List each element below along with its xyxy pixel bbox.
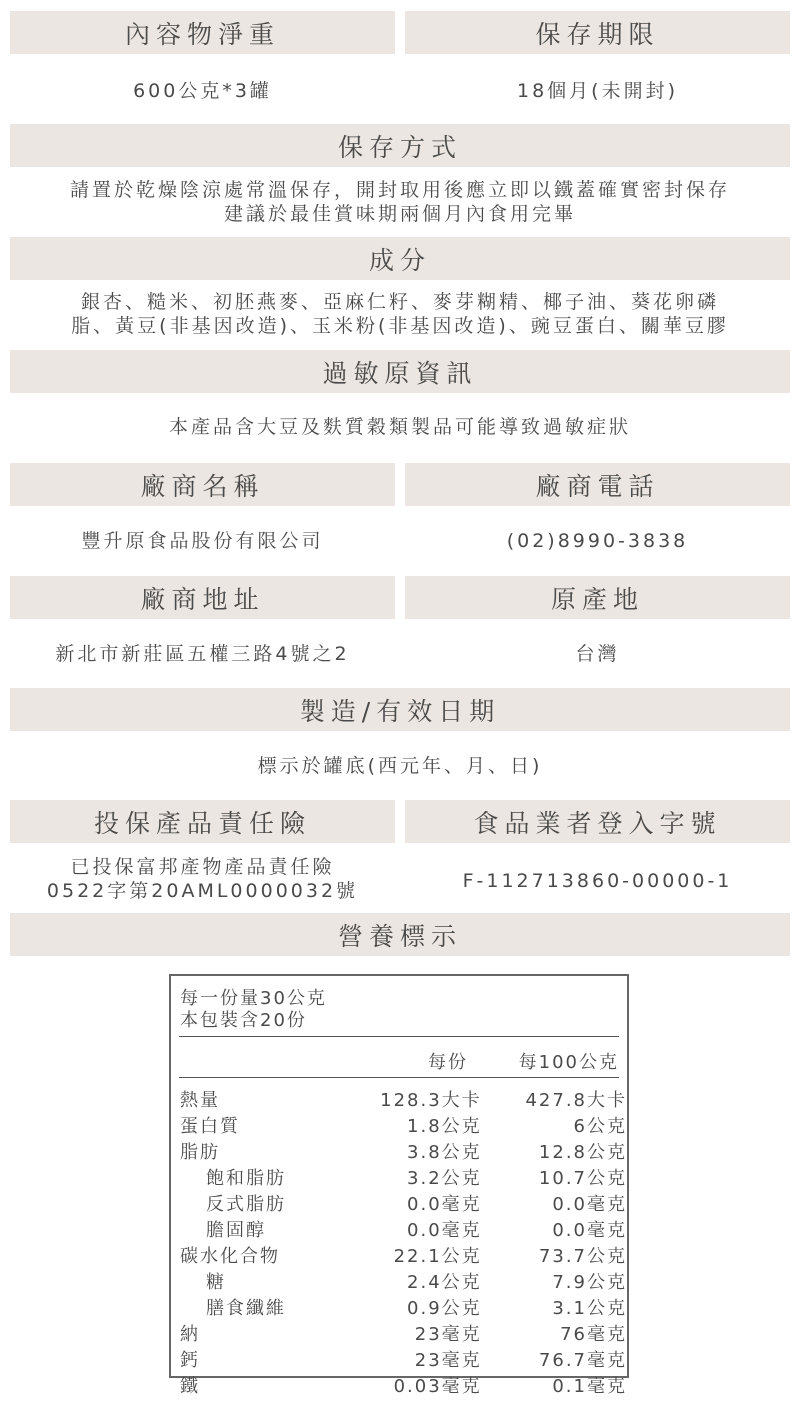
nutrient-per-serving: 23毫克 xyxy=(414,1350,482,1371)
registration-header: 食品業者登入字號 xyxy=(405,800,790,843)
nutrient-name: 鐵 xyxy=(180,1376,200,1397)
vendor-address-value: 新北市新莊區五權三路4號之2 xyxy=(55,643,350,665)
nutrient-per-100g: 427.8大卡 xyxy=(525,1090,627,1111)
divider xyxy=(179,1036,619,1037)
vendor-name-value: 豐升原食品股份有限公司 xyxy=(81,530,324,552)
nutrient-row xyxy=(180,1190,627,1216)
nutrient-row xyxy=(180,1320,627,1346)
nutrient-row xyxy=(180,1268,627,1294)
nutrient-per-100g: 0.1毫克 xyxy=(552,1376,627,1397)
dates-header: 製造/有效日期 xyxy=(10,688,790,731)
nutrient-name: 飽和脂肪 xyxy=(206,1168,286,1189)
nutrient-per-serving: 0.0毫克 xyxy=(407,1220,482,1241)
net-weight-header: 內容物淨重 xyxy=(10,11,395,54)
nutrient-row xyxy=(180,1294,627,1320)
nutrient-per-100g: 12.8公克 xyxy=(538,1142,627,1163)
nutrient-per-100g: 3.1公克 xyxy=(552,1298,627,1319)
dates-value: 標示於罐底(西元年、月、日) xyxy=(257,755,543,777)
ingredients-line-1: 銀杏、糙米、初胚燕麥、亞麻仁籽、麥芽糊精、椰子油、葵花卵磷 xyxy=(80,291,719,313)
registration-value: F-112713860-00000-1 xyxy=(462,870,733,892)
nutrient-per-100g: 0.0毫克 xyxy=(552,1220,627,1241)
storage-header: 保存方式 xyxy=(10,124,790,167)
insurance-line-1: 已投保富邦產物產品責任險 xyxy=(70,856,335,878)
ingredients-line-2: 脂、黃豆(非基因改造)、玉米粉(非基因改造)、豌豆蛋白、關華豆膠 xyxy=(71,315,729,337)
nutrient-row xyxy=(180,1372,627,1398)
vendor-address-header: 廠商地址 xyxy=(10,576,395,619)
col-header-per-100g: 每100公克 xyxy=(518,1052,619,1073)
nutrient-per-100g: 10.7公克 xyxy=(538,1168,627,1189)
nutrient-name: 納 xyxy=(180,1324,200,1345)
shelf-life-header: 保存期限 xyxy=(405,11,790,54)
nutrient-row xyxy=(180,1138,627,1164)
nutrient-name: 碳水化合物 xyxy=(180,1246,280,1267)
nutrient-per-100g: 76.7毫克 xyxy=(538,1350,627,1371)
divider xyxy=(179,1077,619,1078)
col-header-per-serving: 每份 xyxy=(428,1052,468,1073)
nutrient-row xyxy=(180,1346,627,1372)
ingredients-header: 成分 xyxy=(10,237,790,280)
insurance-line-2: 0522字第20AML0000032號 xyxy=(46,880,359,902)
vendor-phone-header: 廠商電話 xyxy=(405,463,790,506)
nutrient-per-serving: 128.3大卡 xyxy=(380,1090,482,1111)
nutrient-per-100g: 76毫克 xyxy=(560,1324,627,1345)
nutrient-per-serving: 22.1公克 xyxy=(393,1246,482,1267)
nutrient-name: 鈣 xyxy=(180,1350,200,1371)
nutrient-per-100g: 6公克 xyxy=(573,1116,627,1137)
nutrient-per-serving: 3.8公克 xyxy=(407,1142,482,1163)
origin-header: 原產地 xyxy=(405,576,790,619)
insurance-header: 投保產品責任險 xyxy=(10,800,395,843)
nutrient-name: 脂肪 xyxy=(180,1142,220,1163)
nutrient-per-100g: 0.0毫克 xyxy=(552,1194,627,1215)
nutrient-per-100g: 7.9公克 xyxy=(552,1272,627,1293)
nutrient-per-serving: 3.2公克 xyxy=(407,1168,482,1189)
nutrient-row xyxy=(180,1164,627,1190)
allergen-header: 過敏原資訊 xyxy=(10,350,790,393)
storage-line-1: 請置於乾燥陰涼處常溫保存，開封取用後應立即以鐵蓋確實密封保存 xyxy=(69,179,730,201)
nutrient-per-serving: 0.9公克 xyxy=(407,1298,482,1319)
allergen-value: 本產品含大豆及麩質穀類製品可能導致過敏症狀 xyxy=(168,416,631,438)
servings-per-package: 本包裝含20份 xyxy=(180,1010,307,1031)
nutrient-per-serving: 0.0毫克 xyxy=(407,1194,482,1215)
nutrition-header: 營養標示 xyxy=(10,913,790,956)
nutrient-rows xyxy=(180,1086,627,1398)
origin-value: 台灣 xyxy=(575,643,620,665)
nutrient-name: 膳食纖維 xyxy=(206,1298,286,1319)
nutrient-name: 糖 xyxy=(206,1272,226,1293)
nutrient-per-serving: 2.4公克 xyxy=(407,1272,482,1293)
vendor-phone-value: (02)8990-3838 xyxy=(506,530,689,552)
nutrient-name: 反式脂肪 xyxy=(206,1194,286,1215)
nutrient-row xyxy=(180,1216,627,1242)
nutrient-per-serving: 0.03毫克 xyxy=(393,1376,482,1397)
serving-info xyxy=(180,988,327,1032)
nutrient-name: 膽固醇 xyxy=(206,1220,266,1241)
nutrient-per-100g: 73.7公克 xyxy=(538,1246,627,1267)
nutrition-facts-table xyxy=(169,974,629,1397)
nutrient-row xyxy=(180,1112,627,1138)
serving-size: 每一份量30公克 xyxy=(180,988,327,1009)
net-weight-value: 600公克*3罐 xyxy=(133,80,272,102)
storage-line-2: 建議於最佳賞味期兩個月內食用完畢 xyxy=(223,203,576,225)
shelf-life-value: 18個月(未開封) xyxy=(516,80,678,102)
nutrient-row xyxy=(180,1242,627,1268)
vendor-name-header: 廠商名稱 xyxy=(10,463,395,506)
nutrient-row xyxy=(180,1086,627,1112)
nutrient-name: 熱量 xyxy=(180,1090,220,1111)
nutrient-name: 蛋白質 xyxy=(180,1116,240,1137)
nutrient-per-serving: 23毫克 xyxy=(414,1324,482,1345)
nutrient-per-serving: 1.8公克 xyxy=(407,1116,482,1137)
